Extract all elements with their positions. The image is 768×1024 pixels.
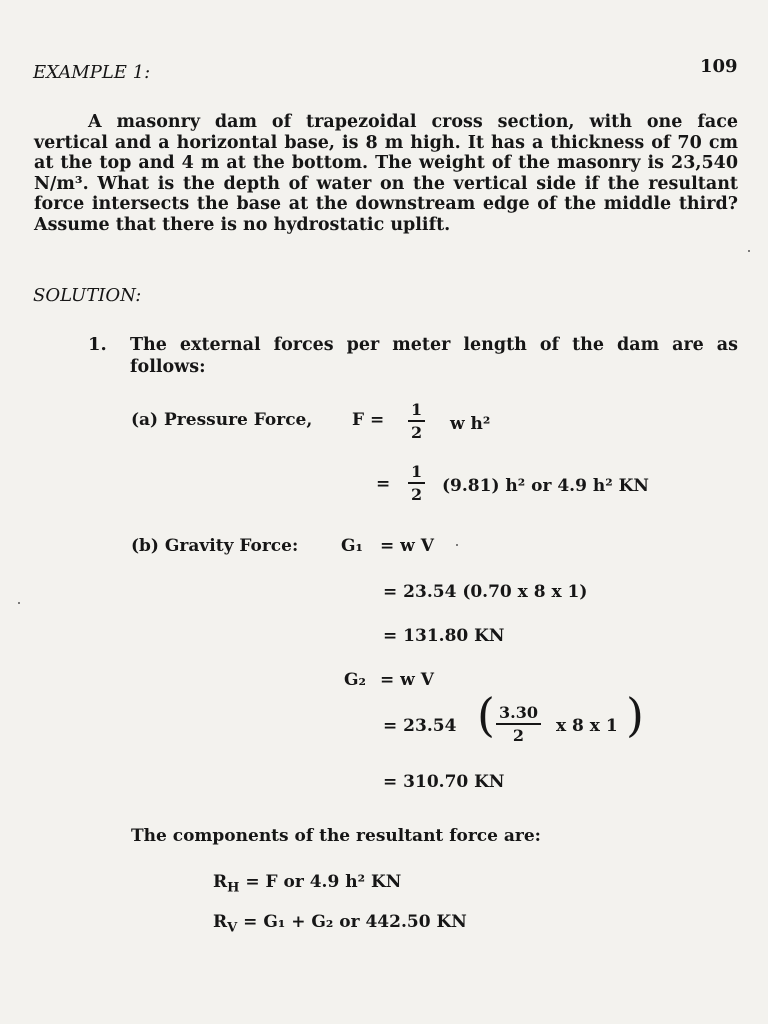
right-paren: ): [626, 688, 644, 742]
g1-symbol: G₁: [341, 536, 363, 556]
rv-line: [213, 912, 467, 935]
page-number: 109: [700, 56, 738, 77]
fraction-bar: [496, 723, 541, 725]
fraction-bar: [408, 482, 425, 484]
fraction-numerator: 1: [411, 400, 423, 419]
components-intro: The components of the resultant force are:: [131, 826, 541, 846]
left-paren: (: [477, 688, 495, 742]
paper-speck: [748, 250, 750, 252]
pressure-lhs: F =: [352, 410, 385, 430]
pressure-line2-rhs: (9.81) h² or 4.9 h² KN: [442, 476, 649, 496]
pressure-fraction: [408, 400, 425, 442]
fraction-denominator: 2: [411, 485, 423, 504]
rh-line: [213, 872, 401, 895]
g2-line3: = 310.70 KN: [383, 772, 505, 792]
rh-symbol: R: [213, 872, 228, 892]
problem-statement: A masonry dam of trapezoidal cross section, with one face vertical and a horizontal base, is 8 m high. It has a thickness of 70 cm at the top and 4 m at the bottom. The weight of the masonry is 23,540 N/m³. What is the depth of water on the vertical side if the resultant force intersects the base at the downstream edge of the middle third? Assume that there is no hydrostatic uplift.: [34, 112, 738, 235]
fraction-denominator: 2: [512, 726, 525, 745]
pressure-rhs: w h²: [450, 414, 491, 434]
g2-line2-equals: = 23.54: [383, 716, 457, 736]
rv-rhs: = G₁ + G₂ or 442.50 KN: [243, 912, 467, 932]
g2-rhs: = w V: [380, 670, 434, 690]
fraction-bar: [408, 420, 425, 422]
g2-line2-tail: x 8 x 1: [556, 716, 618, 736]
rv-symbol: R: [213, 912, 228, 932]
g1-line3: = 131.80 KN: [383, 626, 505, 646]
paper-speck: [18, 602, 20, 604]
gravity-label: (b) Gravity Force:: [131, 536, 299, 556]
fraction-denominator: 2: [411, 423, 423, 442]
rh-rhs: = F or 4.9 h² KN: [245, 872, 402, 892]
pressure-line2-fraction: [408, 462, 425, 504]
g1-line2: = 23.54 (0.70 x 8 x 1): [383, 582, 588, 602]
g2-symbol: G₂: [344, 670, 366, 690]
g2-fraction: [496, 703, 541, 745]
rh-subscript: H: [227, 880, 240, 896]
g1-rhs: = w V: [380, 536, 434, 556]
pressure-line2-equals: =: [376, 474, 391, 494]
solution-label: SOLUTION:: [33, 285, 142, 306]
fraction-numerator: 3.30: [499, 703, 538, 722]
step-number: 1.: [88, 334, 107, 355]
example-heading: EXAMPLE 1:: [33, 62, 151, 83]
rv-subscript: V: [227, 920, 238, 936]
paper-speck: [456, 544, 458, 546]
fraction-numerator: 1: [411, 462, 423, 481]
pressure-label: (a) Pressure Force,: [131, 410, 313, 430]
step-text: The external forces per meter length of the dam are as follows:: [130, 335, 738, 377]
